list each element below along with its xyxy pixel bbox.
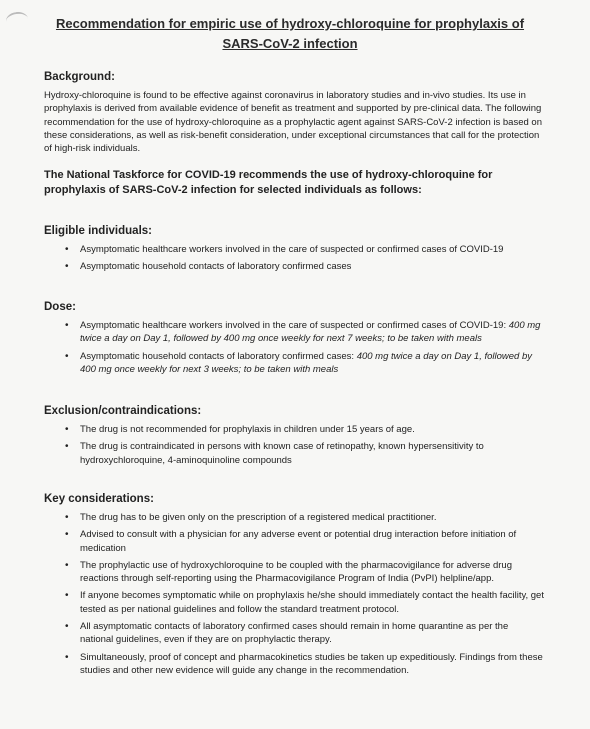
dose-section bbox=[44, 300, 544, 380]
list-item: • The prophylactic use of hydroxychloroquine to be coupled with the pharmacovigilance for adverse drug reactions through self-reporting using the Pharmacovigilance Program of India (PvPI) helpline/app. bbox=[80, 559, 544, 586]
dose-list bbox=[44, 319, 544, 376]
title-line-2: SARS-CoV-2 infection bbox=[222, 36, 358, 51]
list-item bbox=[80, 319, 544, 346]
list-item: • The drug is contraindicated in persons with known case of retinopathy, known hypersensitivity to hydroxychloroquine, 4-aminoquinoline compounds bbox=[80, 440, 544, 467]
background-section bbox=[44, 70, 544, 155]
exclusion-heading: Exclusion/contraindications: bbox=[44, 405, 202, 417]
eligible-heading: Eligible individuals: bbox=[44, 225, 152, 237]
list-item: • All asymptomatic contacts of laboratory confirmed cases should remain in home quarantine as per the national guidelines, even if they are on prophylactic therapy. bbox=[80, 620, 544, 647]
considerations-heading: Key considerations: bbox=[44, 493, 154, 505]
dose-regimen: 400 mg twice a day on Day 1, followed by 400 mg once weekly for next 7 weeks; to be taken with meals bbox=[80, 320, 541, 345]
list-item: • If anyone becomes symptomatic while on prophylaxis he/she should immediately contact the health facility, get tested as per national guidelines and follow the standard treatment protocol. bbox=[80, 589, 544, 616]
list-item: • The drug is not recommended for prophylaxis in children under 15 years of age. bbox=[80, 423, 544, 436]
scan-corner-mark bbox=[5, 11, 29, 30]
considerations-section bbox=[44, 492, 544, 681]
list-item bbox=[80, 350, 544, 377]
document-title bbox=[40, 14, 540, 54]
considerations-list bbox=[44, 511, 544, 677]
list-item: • The drug has to be given only on the prescription of a registered medical practitioner. bbox=[80, 511, 544, 524]
list-item: • Asymptomatic healthcare workers involved in the care of suspected or confirmed cases of COVID-19 bbox=[80, 243, 544, 256]
exclusion-list bbox=[44, 423, 544, 467]
background-text: Hydroxy-chloroquine is found to be effective against coronavirus in laboratory studies and in-vivo studies. Its use in prophylaxis is derived from available evidence of benefit as treatment and supported by pre-clinical data. The following recommendation for the use of hydroxy-chloroquine as a prophylactic agent against SARS-CoV-2 infection is based on these considerations, as well as risk-benefit consideration, under exceptional circumstances that call for the protection of high-risk individuals. bbox=[44, 90, 542, 155]
list-item: • Asymptomatic household contacts of laboratory confirmed cases bbox=[80, 260, 544, 273]
dose-group-label: Asymptomatic healthcare workers involved in the care of suspected or confirmed cases of COVID-19: bbox=[80, 320, 509, 331]
exclusion-section bbox=[44, 404, 544, 471]
list-item: • Advised to consult with a physician for any adverse event or potential drug interaction before initiation of medication bbox=[80, 528, 544, 555]
dose-regimen: 400 mg twice a day on Day 1, followed by 400 mg once weekly for next 3 weeks; to be taken with meals bbox=[80, 350, 533, 375]
eligible-section bbox=[44, 224, 544, 278]
dose-group-label: Asymptomatic household contacts of laboratory confirmed cases: bbox=[80, 350, 357, 362]
eligible-list bbox=[44, 243, 544, 274]
dose-heading: Dose: bbox=[44, 301, 76, 313]
title-line-1: Recommendation for empiric use of hydroxy-chloroquine for prophylaxis of bbox=[55, 16, 525, 31]
taskforce-statement: The National Taskforce for COVID-19 recommends the use of hydroxy-chloroquine for prophylaxis of SARS-CoV-2 infection for selected individuals as follows: bbox=[44, 169, 493, 196]
background-heading: Background: bbox=[44, 71, 115, 83]
list-item: • Simultaneously, proof of concept and pharmacokinetics studies be taken up expeditiously. Findings from these studies and other new evidence will guide any change in the recommendation. bbox=[80, 651, 544, 678]
